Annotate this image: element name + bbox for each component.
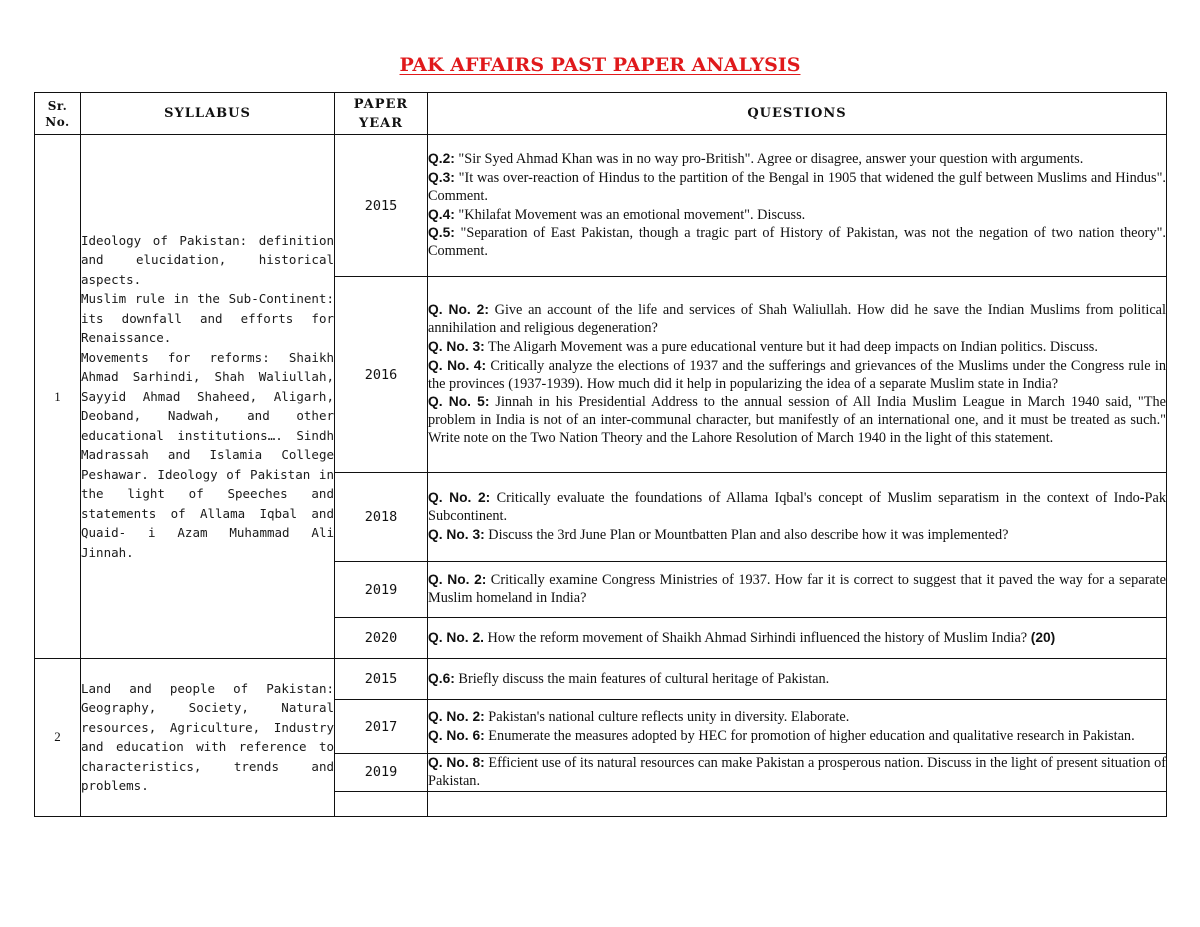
sr-header-line2: No. <box>45 114 70 129</box>
question-number: Q. No. 2: <box>428 708 485 724</box>
questions-cell <box>428 473 1167 562</box>
questions-cell <box>428 135 1167 277</box>
table-row <box>35 135 1167 277</box>
syllabus-cell <box>81 135 335 659</box>
question-number: Q.5: <box>428 225 455 241</box>
sr-header-line1: Sr. <box>47 98 68 113</box>
question-number: Q.4: <box>428 206 455 222</box>
question-text: "Separation of East Pakistan, though a tragic part of History of Pakistan, was not the negation of two nation theory". Comment. <box>428 225 1166 260</box>
question-item <box>428 169 1166 206</box>
question-item <box>428 393 1166 447</box>
questions-cell <box>428 562 1167 618</box>
question-number: Q.2: <box>428 151 455 167</box>
paper-year-cell: 2019 <box>335 754 428 792</box>
paper-year-cell: 2015 <box>335 659 428 700</box>
paper-year-cell: 2016 <box>335 277 428 473</box>
question-item <box>428 301 1166 338</box>
question-item <box>428 526 1166 545</box>
question-item <box>428 224 1166 261</box>
question-text: Give an account of the life and services of Shah Waliullah. How did he save the Indian Muslims from political annihilation and religious degeneration? <box>428 302 1166 337</box>
question-text: "Khilafat Movement was an emotional movement". Discuss. <box>454 206 806 223</box>
paper-year-cell: 2019 <box>335 562 428 618</box>
question-item <box>428 357 1166 394</box>
question-text: Critically examine Congress Ministries of 1937. How far it is correct to suggest that it paved the way for a separate Muslim homeland in India? <box>428 572 1166 606</box>
syllabus-paragraph: Movements for reforms: Shaikh Ahmad Sarhindi, Shah Waliullah, Sayyid Ahmad Shaheed, Aligarh, Deoband, Nadwah, and other educational institutions…. Sindh Madrassah and Islamia College Peshawar. Ideology of Pakistan in the light of Speeches and statements of Allama Iqbal and Quaid- i Azam Muhammad Ali Jinnah. <box>81 349 334 560</box>
questions-header: QUESTIONS <box>428 93 1167 135</box>
question-item <box>428 206 1166 225</box>
page-title: PAK AFFAIRS PAST PAPER ANALYSIS <box>399 54 801 76</box>
sr-no-cell: 1 <box>35 135 81 659</box>
question-number: Q. No. 8: <box>428 755 485 770</box>
questions-cell <box>428 618 1167 659</box>
empty-questions-cell <box>428 791 1167 816</box>
year-header-line2: YEAR <box>358 115 404 131</box>
question-text: Efficient use of its natural resources can make Pakistan a prosperous nation. Discuss in the light of present situation of Pakistan. <box>428 755 1166 789</box>
question-text: Pakistan's national culture reflects unity in diversity. Elaborate. <box>484 708 850 725</box>
header-row <box>35 93 1167 135</box>
question-number: Q. No. 6: <box>428 727 485 743</box>
question-item <box>428 629 1166 648</box>
question-text: Briefly discuss the main features of cultural heritage of Pakistan. <box>454 670 830 687</box>
past-paper-table <box>34 92 1167 817</box>
question-number: Q. No. 5: <box>428 394 490 410</box>
question-item <box>428 150 1166 169</box>
question-marks: (20) <box>1030 629 1056 645</box>
question-item <box>428 727 1166 746</box>
question-number: Q. No. 3: <box>428 338 485 354</box>
question-number: Q. No. 3: <box>428 526 485 542</box>
question-number: Q.6: <box>428 670 455 686</box>
questions-cell <box>428 700 1167 754</box>
paper-year-header <box>335 93 428 135</box>
question-text: Critically evaluate the foundations of Allama Iqbal's concept of Muslim separatism in the context of Indo-Pak Subcontinent. <box>428 490 1166 525</box>
sr-no-header <box>35 93 81 135</box>
paper-year-cell: 2017 <box>335 700 428 754</box>
question-number: Q.3: <box>428 169 455 185</box>
question-number: Q. No. 2: <box>428 490 491 506</box>
syllabus-header: SYLLABUS <box>81 93 335 135</box>
paper-year-cell: 2018 <box>335 473 428 562</box>
question-text: Critically analyze the elections of 1937 and the sufferings and grievances of the Muslims under the Congress rule in the provinces (1937-1939). How much did it help in popularizing the idea of a separate Muslim state in India? <box>428 357 1166 392</box>
question-number: Q. No. 2: <box>428 572 487 588</box>
question-item <box>428 670 1166 689</box>
question-item <box>428 708 1166 727</box>
empty-year-cell <box>335 791 428 816</box>
paper-year-cell: 2015 <box>335 135 428 277</box>
question-number: Q. No. 2. <box>428 629 484 645</box>
syllabus-cell <box>81 659 335 817</box>
sr-no-cell: 2 <box>35 659 81 817</box>
year-header-line1: PAPER <box>353 96 409 112</box>
question-text: "Sir Syed Ahmad Khan was in no way pro-British". Agree or disagree, answer your question with arguments. <box>454 151 1084 168</box>
question-text: The Aligarh Movement was a pure educational venture but it had deep impacts on Indian politics. Discuss. <box>484 338 1098 355</box>
syllabus-paragraph: Land and people of Pakistan: Geography, Society, Natural resources, Agriculture, Industry and education with reference to characteristics, trends and problems. <box>81 680 334 794</box>
question-text: Jinnah in his Presidential Address to the annual session of All India Muslim League in March 1940 said, "The problem in India is not of an inter-communal character, but manifestly of an international one, and it must be treated as such." Write note on the Two Nation Theory and the Lahore Resolution of March 1940 in the light of this statement. <box>428 394 1166 446</box>
questions-cell <box>428 659 1167 700</box>
table-row <box>35 659 1167 700</box>
questions-cell <box>428 277 1167 473</box>
question-item <box>428 338 1166 357</box>
paper-year-cell: 2020 <box>335 618 428 659</box>
question-number: Q. No. 2: <box>428 302 489 318</box>
syllabus-paragraph: Ideology of Pakistan: definition and elucidation, historical aspects. <box>81 232 334 287</box>
question-text: Enumerate the measures adopted by HEC for promotion of higher education and qualitative research in Pakistan. <box>484 727 1135 744</box>
question-item <box>428 571 1166 608</box>
syllabus-paragraph: Muslim rule in the Sub-Continent: its downfall and efforts for Renaissance. <box>81 291 334 346</box>
question-text: Discuss the 3rd June Plan or Mountbatten Plan and also describe how it was implemented? <box>484 526 1009 543</box>
question-item <box>428 754 1166 791</box>
question-number: Q. No. 4: <box>428 357 487 373</box>
question-item <box>428 489 1166 526</box>
questions-cell <box>428 754 1167 792</box>
question-text: How the reform movement of Shaikh Ahmad Sirhindi influenced the history of Muslim India? <box>483 629 1031 646</box>
question-text: "It was over-reaction of Hindus to the partition of the Bengal in 1905 that widened the gulf between Muslims and Hindus". Comment. <box>428 169 1166 204</box>
